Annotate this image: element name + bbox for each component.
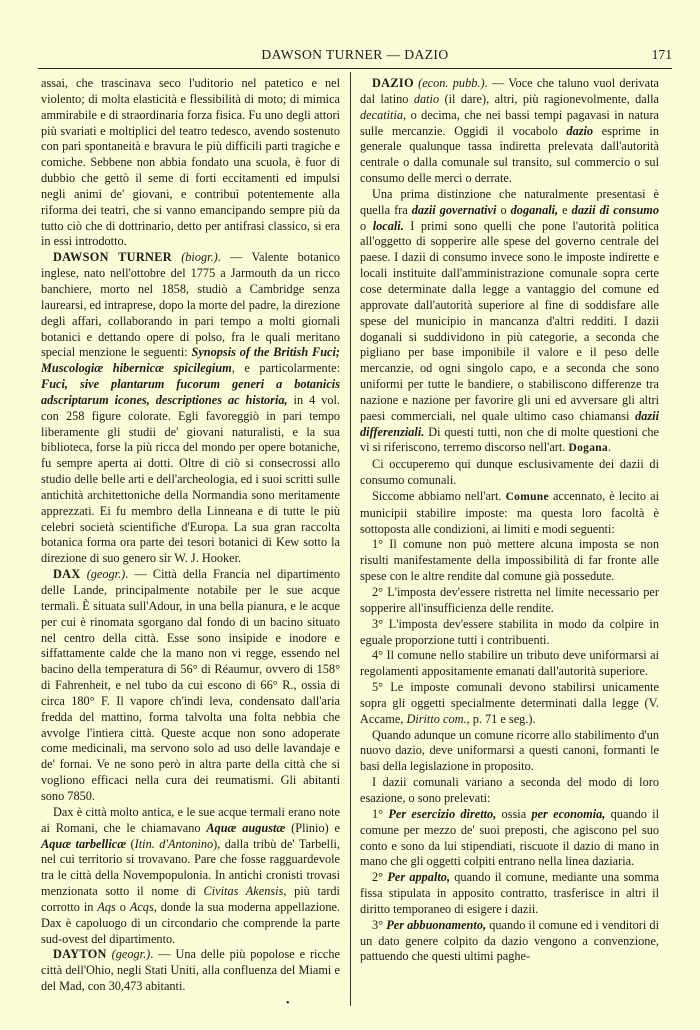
condition-4: 4° Il comune nello stabilire un tributo deve uniformarsi ai regolamenti appositamente emanati dall'autorità superiore. (360, 648, 659, 679)
running-title: DAWSON TURNER — DAZIO (261, 47, 449, 62)
entry-category: (biogr.) (181, 250, 218, 265)
entry-term: DAZIO (372, 76, 414, 90)
distinction-paragraph: Una prima distinzione che naturalmente presentasi è quella fra dazii governativi o doganali, e dazii di consumo o locali. I primi sono quelli che pone l'autorità politica all'oggetto di sopperire alle spese del governo centrale del paese. I dazii di consumo invece sono le imposte indirette e locali instituite dall'amministrazione comunale sopra certe cose determinate dalla legge a vantaggio del comune ed approvate dall'autorità superiore al fine di soddisfare alle spese del municipio in mancanza d'altri redditi. I dazii doganali si suddividono in più categorie, a seconda che pigliano per base imponibile il valore e il peso delle mercanzie, od ogni singolo capo, e a seconda che sono uniformi per tutte le bandiere, o stabiliscono differenze tra nazione e nazione per favorire gli uni ed avversare gli altri paesi commerciali, nel quale ultimo caso chiamansi dazii differenziali. Di questi tutti, non che di molte questioni che vi si riferiscono, terremo discorso nell'art. Dogana. (360, 186, 660, 455)
condition-3: 3° L'imposta dev'essere stabilita in modo da colpire in eguale proporzione tutti i contribuenti. (360, 616, 659, 647)
entry-dayton: DAYTON (geogr.). — Una delle più popolose e ricche città dell'Ohio, negli Stati Uniti, alla confluenza del Miami e del Mad, con 30,473 abitanti. (41, 947, 340, 994)
condition-5: 5° Le imposte comunali devono stabilirsi unicamente sopra gli oggetti specialmente determinati dalla legge (V. Accame, Diritto com., p. 71 e seg.). (360, 680, 659, 726)
entry-term: DAX (53, 567, 81, 582)
page-header (38, 44, 672, 69)
entry-category: (geogr.) (111, 947, 151, 962)
entry-category: (geogr.) (86, 567, 126, 582)
continued-paragraph: assai, che trascinava seco l'uditorio nel patetico e nel violento; di molta elasticità e flessibilità di moto; di mimica ammirabile e di straordinaria forza fisica. Fu uno degli attori più svariati e moltiplici del teatro tedesco, avendo sostenuto con pari spontaneità e bravura le più difficili parti tragiche e comiche. Sebbene non abbia fondato una scuola, è fuor di dubbio che gettò il seme di forti eccitamenti ed impulsi negli animi de' giovani, e contribuì potentemente alla riforma dei teatri, che si vanno emancipando sempre più da tutto ciò che di dottrinario, detto per antifrasi classico, si era in essi introdotto. (41, 76, 340, 249)
left-column (41, 76, 340, 995)
entry-category: (econ. pubb.) (418, 76, 485, 90)
canons-paragraph: Quando adunque un comune ricorre allo stabilimento d'un nuovo dazio, deve uniformarsi a questi canoni, formanti le basi della legislazione in proposito. (360, 727, 659, 774)
right-column (360, 76, 659, 965)
entry-term: DAYTON (53, 947, 107, 962)
collection-mode-2: 2° Per appalto, quando il comune, mediante una somma fissa stipulata in apposito contratto, trasferisce in altri il diritto temporaneo di esigere i dazii. (360, 870, 659, 916)
condition-1: 1° Il comune non può mettere alcuna imposta se non risulti manifestamente della impossibilità di far fronte alle spese con le altre rendite dal comune già possedute. (360, 537, 659, 584)
collection-mode-1: 1° Per esercizio diretto, ossia per economia, quando il comune per mezzo de' suoi preposti, che agiscono pel suo conto e sono da lui stipendiati, riscuote il dazio di mano in mano che gli oggetti colpiti entrano nella linea daziaria. (360, 806, 659, 869)
column-divider (350, 72, 351, 1006)
collection-intro: I dazii comunali variano a seconda del modo di loro esazione, o sono prelevati: (360, 775, 659, 805)
page-number: 171 (651, 47, 672, 62)
collection-mode-3: 3° Per abbuonamento, quando il comune ed i venditori di un dato genere colpito da dazio vengono a convenzione, pattuendo che questi ultimi paghe- (360, 917, 659, 964)
entry-dawson-turner: DAWSON TURNER (biogr.). — Valente botanico inglese, nato nell'ottobre del 1775 a Jarmouth da un ricco banchiere, morto nel 1858, studiò a Cambridge senza laurearsi, ed intraprese, dopo la morte del padre, la direzione degli affari, collaborando in pari tempo a molti giornali botanici e dettando opere di polso, fra le quali meritano special menzione le seguenti: Synopsis of the British Fuci; Muscologiæ hibernicæ spicilegium, e particolarmente: Fuci, sive plantarum fucorum generi a botanicis adscriptarum icones, descriptiones ac historia, in 4 vol. con 258 figure colorate. Egli favoreggiò in pari tempo liberamente gli studii de' giovani naturalisti, e la sua biblioteca, forse la più ricca del mondo per opere botaniche, fu sempre aperta ai dotti. Oltre di ciò si consecrossi allo studio delle belle arti e dell'archeologia, ed i suoi scritti sulle antichità architettoniche della Normandia sono meritamente apprezzati. Ei fu membro della Linneana e di tutte le più celebri società scientifiche d'Europa. La sua gran raccolta botanica forma ora parte dei tesori botanici di Kew sotto la direzione di suo genero sir W. J. Hooker. (41, 250, 341, 566)
footer-mark: • (286, 998, 290, 1009)
condition-2: 2° L'imposta dev'essere ristretta nel limite necessario per sopperire all'insufficienza delle rendite. (360, 585, 659, 615)
entry-dazio: DAZIO (econ. pubb.). — Voce che taluno vuol derivata dal latino datio (il dare), altri, più ragionevolmente, dalla decatitia, o decima, che nei bassi tempi pagavasi in natura sulle mercanzie. Oggidì il vocabolo dazio esprime in generale qualunque tassa indiretta prelevata dall'autorità centrale o dalla comunale sul transito, sul commercio o sul consumo delle merci o derrate. (360, 76, 659, 186)
entry-term: DAWSON TURNER (53, 250, 172, 265)
conditions-intro: Siccome abbiamo nell'art. Comune accennato, è lecito ai municipii stabilire imposte: ma questa loro facoltà è sottoposta alle condizioni, ai limiti e modi seguenti: (360, 488, 660, 536)
dax-history-paragraph: Dax è città molto antica, e le sue acque termali erano note ai Romani, che le chiamavano Aquæ augustæ (Plinio) e Aquæ tarbellicæ (Itin. d'Antonino), dalla tribù de' Tarbelli, nel cui territorio si trovavano. Pare che fosse ragguardevole tra le città della Novempopulonia. In antichi cronisti trovasi menzionata sotto il nome di Civitas Akensis, più tardi corrotto in Aqs o Acqs, donde la sua moderna appellazione. Dax è capoluogo di un circondario che comprende la parte sud-ovest del dipartimento. (41, 804, 341, 946)
entry-dax: DAX (geogr.). — Città della Francia nel dipartimento delle Lande, principalmente notabile per le sue acque termali. È situata sull'Adour, in una bella pianura, e le acque per cui è rinomata sgorgano dal fondo di un bacino situato nel centro della città. Esse sono insipide e inodore e siffattamente calde che la mano non vi regge, essendo nel bacino della temperatura di 56° di Réaumur, ovvero di 158° di Fahrenheit, e nel tubo da cui escono di 66° R., ossia di circa 180° F. Il vapore ch'indi leva, condensato dall'aria fredda del mattino, forma talvolta una folta nebbia che avvolge l'intiera città. Queste acque non sono adoperate come medicinali, ma servono solo ad uso delle lavandaje e de' fornai. Ve ne sono però in altra parte della città che si vogliono efficaci nella cura dei reumatismi. Gli abitanti sono 7850. (41, 567, 340, 803)
scope-paragraph: Ci occuperemo qui dunque esclusivamente dei dazii di consumo comunali. (360, 457, 659, 488)
